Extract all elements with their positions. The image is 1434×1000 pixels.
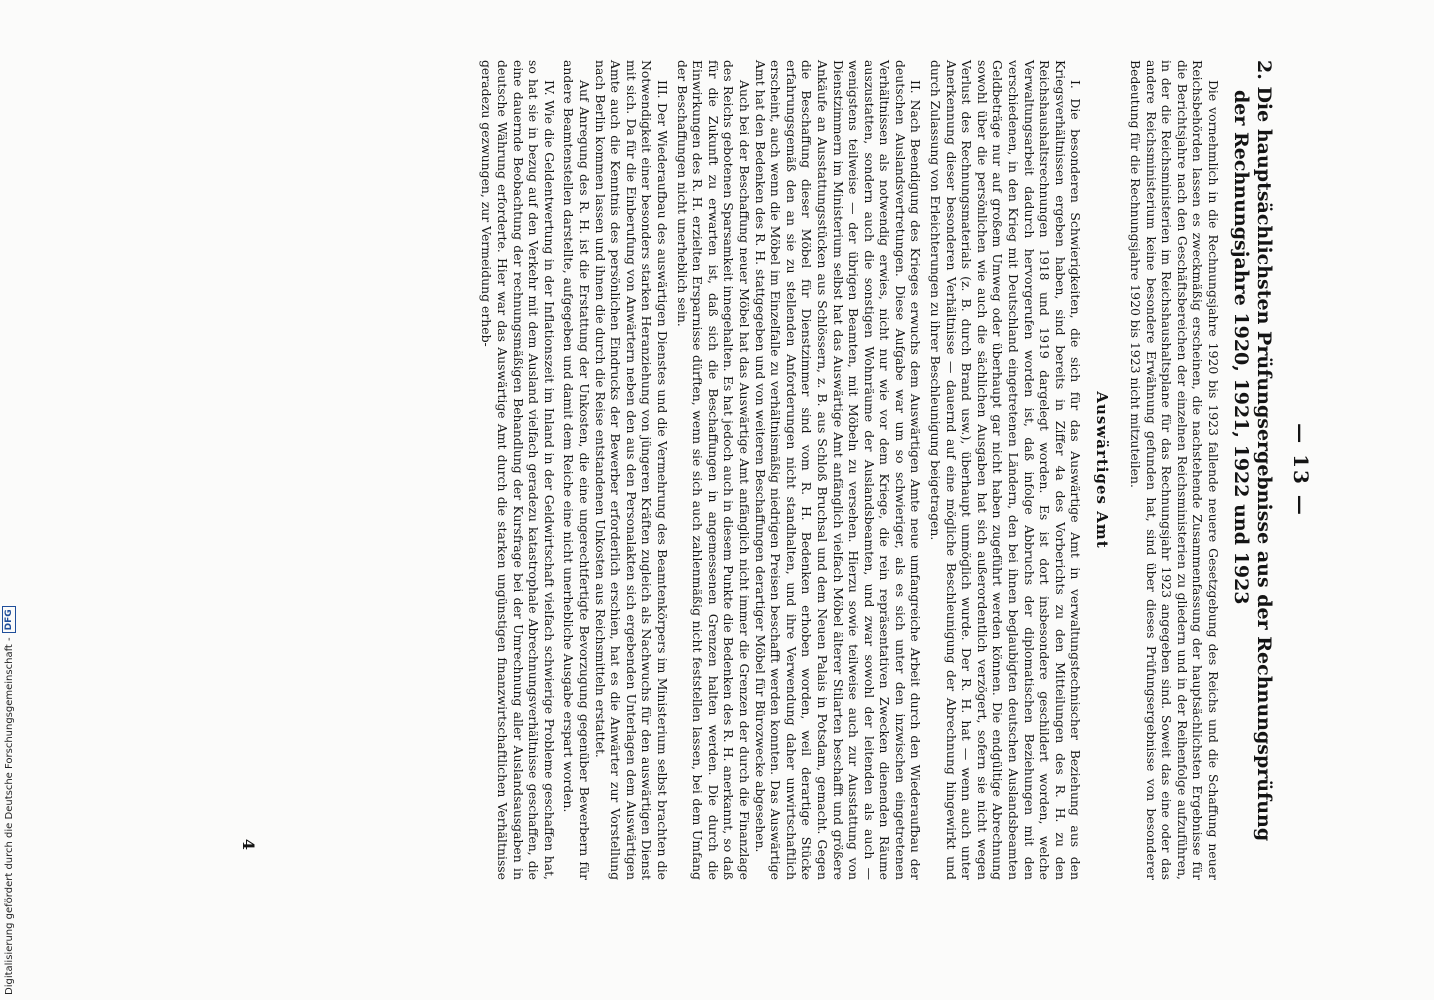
digitization-credit: [2, 606, 16, 995]
chapter-heading: 2. Die hauptsächlichsten Prüfungsergebnisse aus der Rechnungsprüfung der Rechnungsjahre 1920, 1921, 1922 und 1923: [1230, 60, 1275, 842]
dfg-logo-icon: DFG: [2, 606, 16, 633]
paragraph-2: II. Nach Beendigung des Krieges erwuchs dem Auswärtigen Amte neue umfangreiche Arbeit durch den Wiederaufbau der deutschen Auslandsvertretungen. Diese Aufgabe war um so schwieriger, als es sich unter den inzwischen eingetretenen Verhältnissen als notwendig erwies, nicht nur wie vor dem Kriege, die rein repräsentativen Zwecken dienenden Räume auszustatten, sondern auch die sonstigen Wohnräume der Auslandsbeamten, und zwar sowohl der leitenden als auch — wenigstens teilweise — der übrigen Beamten, mit Möbeln zu versehen. Hierzu sowie teilweise auch zur Ausstattung von Dienstzimmern im Ministerium selbst hat das Auswärtige Amt anfänglich vielfach Möbel älterer Stilarten beschafft und größere Ankäufe an Ausstattungsstücken aus Schlössern, z. B. aus Schloß Bruchsal und dem Neuen Palais in Potsdam, gemacht. Gegen die Beschaffung dieser Möbel für Dienstzimmer sind vom R. H. Bedenken erhoben worden, weil derartige Stücke erfahrungsgemäß den an sie zu stellenden Anforderungen nicht standhalten, und ihre Verwendung daher unwirtschaftlich erscheint, auch wenn die Möbel im Einzelfalle zu verhältnismäßig niedrigen Preisen beschafft werden konnten. Das Auswärtige Amt hat den Bedenken des R. H. stattgegeben und von weiteren Beschaffungen derartiger Möbel für Bürozwecke abgesehen.: [752, 60, 924, 880]
intro-paragraph: Die vornehmlich in die Rechnungsjahre 1920 bis 1923 fallende neuere Gesetzgebung des Reichs und die Schaffung neuer Reichsbehörden lassen es zweckmäßig erscheinen, die nachstehende Zusammenfassung der hauptsächlichsten Ergebnisse für die Berichtsjahre nach den Geschäftsbereichen der einzelnen Reichsministerien zu gliedern und in der Reihenfolge aufzuführen, in der die Reichsministerien im Reichshaushaltsplane für das Rechnungsjahr 1923 angegeben sind. Soweit das eine oder das andere Reichsministerium keine besondere Erwähnung gefunden hat, sind über dieses Prüfungsergebnisse von besonderer Bedeutung für die Rechnungsjahre 1920 bis 1923 nicht mitzuteilen.: [1128, 60, 1221, 880]
credit-text: Digitalisierung gefördert durch die Deutsche Forschungsgemeinschaft -: [3, 637, 15, 995]
paragraph-1: I. Die besonderen Schwierigkeiten, die sich für das Auswärtige Amt in verwaltungstechnischer Beziehung aus den Kriegsverhältnissen ergeben haben, sind bereits in Ziffer 4a des Vorberichts zu den Mitteilungen des R. H. zu den Reichshaushaltsrechnungen 1918 und 1919 dargelegt worden. Es ist dort insbesondere geschildert worden, welche Verwaltungsarbeit dadurch hervorgerufen worden ist, daß infolge Abbruchs der diplomatischen Beziehungen mit den verschiedenen, in den Krieg mit Deutschland eingetretenen Ländern, den bei ihnen beglaubigten deutschen Auslandsbeamten Geldbeträge nur auf großem Umweg oder überhaupt gar nicht haben zugeführt werden können. Die endgültige Abrechnung sowohl über die persönlichen wie auch die sächlichen Ausgaben hat sich außerordentlich verzögert, sofern sie nicht wegen Verlust des Rechnungsmaterials (z. B. durch Brand usw.), überhaupt unmöglich wurde. Der R. H. hat — wenn auch unter Anerkennung dieser besonderen Verhältnisse — dauernd auf eine mögliche Beschleunigung der Abrechnung hingewirkt und durch Zulassung von Erleichterungen zu ihrer Beschleunigung beigetragen.: [928, 60, 1084, 880]
section-title: Auswärtiges Amt: [1093, 391, 1112, 549]
page-number: — 13 —: [1289, 423, 1313, 517]
document-page: [213, 60, 1313, 880]
paragraph-3: Auch bei der Beschaffung neuer Möbel hat das Auswärtige Amt anfänglich nicht immer die Grenzen der durch die Finanzlage des Reichs gebotenen Sparsamkeit innegehalten. Es hat jedoch auch in diesem Punkte die Bedenken des R. H. anerkannt, so daß für die Zukunft zu erwarten ist, daß sich die Beschaffungen in angemessenen Grenzen halten werden. Die durch die Einwirkungen des R. H. erzielten Ersparnisse dürften, wenn sie sich auch zahlenmäßig nicht feststellen lassen, bei dem Umfang der Beschaffungen nicht unerheblich sein.: [674, 60, 752, 880]
paragraph-4: III. Der Wiederaufbau des auswärtigen Dienstes und die Vermehrung des Beamtenkörpers im Ministerium selbst brachten die Notwendigkeit einer besonders starken Heranziehung von jüngeren Kräften zugleich als Nachwuchs für den auswärtigen Dienst mit sich. Da für die Einberufung von Anwärtern neben den aus den Personalakten sich ergebenden Unterlagen dem Auswärtigen Amte auch die Kenntnis des persönlichen Eindrucks der Bewerber erforderlich erschien, hat es die Anwärter zur Vorstellung nach Berlin kommen lassen und ihnen die durch die Reise entstandenen Unkosten aus Reichsmitteln erstattet.: [592, 60, 670, 880]
signature-mark: 4: [239, 838, 258, 850]
paragraph-6: IV. Wie die Geldentwertung in der Inflationszeit im Inland in der Geldwirtschaft vielfach schwierige Probleme geschaffen hat, so hat sie in bezug auf den Verkehr mit dem Ausland vielfach geradezu katastrophale Abrechnungsverhältnisse geschaffen, die eine dauernde Beobachtung der rechnungsmäßigen Behandlung der Kursfrage bei der Umrechnung aller Auslandsausgaben in deutsche Währung erforderte. Hier war das Auswärtige Amt durch die starken ungünstigen finanzwirtschaftlichen Verhältnisse geradezu gezwungen, zur Vermeidung erheb-: [479, 60, 557, 880]
paragraph-5: Auf Anregung des R. H. ist die Erstattung der Unkosten, die eine ungerechtfertigte Bevorzugung gegenüber Bewerbern für andere Beamtenstellen darstellte, aufgegeben und damit dem Reiche eine nicht unerhebliche Ausgabe erspart worden.: [561, 60, 593, 880]
